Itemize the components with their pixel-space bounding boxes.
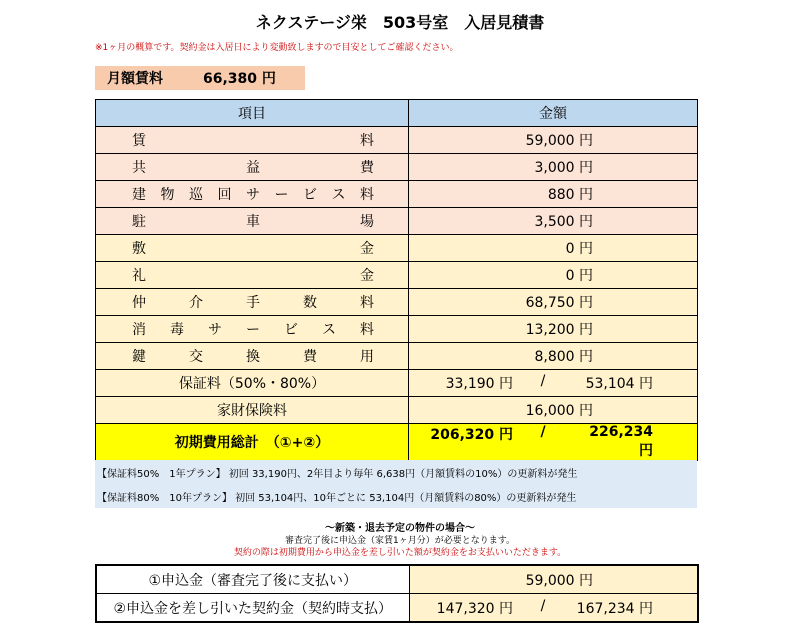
new-build-note-red: 契約の際は初期費用から申込金を差し引いた額が契約金をお支払いいただきます。 xyxy=(233,548,567,558)
row-item xyxy=(96,127,409,154)
new-build-note: 審査完了後に申込金（家賃1ヶ月分）が必要となります。 xyxy=(284,536,515,546)
guarantee-amounts xyxy=(409,370,698,397)
row-item-char: 駐 xyxy=(132,214,146,230)
row-item-char: ビ xyxy=(284,322,298,338)
row-item-char: 介 xyxy=(189,295,203,311)
row-item-char: ビ xyxy=(303,187,317,203)
row-item xyxy=(96,343,409,370)
table-row xyxy=(96,289,698,316)
deposit-row xyxy=(96,565,698,594)
insurance-row xyxy=(96,397,698,424)
row-item-char: 鍵 xyxy=(132,349,146,365)
row-item-char: 共 xyxy=(132,160,146,176)
row-item xyxy=(96,289,409,316)
plan-80-note: 【保証料80% 10年プラン】 初回 53,104円、10年ごとに 53,104円（月額賃料の80%）の更新料が発生 xyxy=(97,493,577,504)
row-item-char: 交 xyxy=(189,349,203,365)
table-row xyxy=(96,316,698,343)
table-row xyxy=(96,235,698,262)
monthly-rent-label: 月額賃料 xyxy=(107,71,163,87)
table-row xyxy=(96,181,698,208)
total-amount-80: 226,234 円 xyxy=(589,424,653,459)
row-item-char: 車 xyxy=(246,214,260,230)
row-amount: 3,500 円 xyxy=(409,208,698,235)
table-row xyxy=(96,208,698,235)
total-separator: / xyxy=(540,424,546,440)
contract-amount-80: 167,234 円 xyxy=(576,600,653,617)
plan-50-note: 【保証料50% 1年プラン】 初回 33,190円、2年目より毎年 6,638円（月額賃料の10%）の更新料が発生 xyxy=(97,469,578,480)
table-row xyxy=(96,127,698,154)
row-item-char: 毒 xyxy=(170,322,184,338)
total-amounts xyxy=(409,424,698,461)
row-item-char: 益 xyxy=(246,160,260,176)
row-item-char: 物 xyxy=(160,187,175,203)
row-amount: 0 円 xyxy=(409,235,698,262)
monthly-rent-box xyxy=(95,66,305,90)
guarantee-amount-80: 53,104 円 xyxy=(585,376,653,392)
row-item-char: 費 xyxy=(303,349,317,365)
row-item-char: 料 xyxy=(360,187,374,203)
row-item-char: 費 xyxy=(360,160,374,176)
row-item-char: 建 xyxy=(132,187,146,203)
guarantee-plans xyxy=(95,460,697,508)
contract-row xyxy=(96,594,698,623)
deposit-amount: 59,000 円 xyxy=(409,565,698,594)
contract-label: ②申込金を差し引いた契約金（契約時支払） xyxy=(96,594,409,623)
row-amount: 59,000 円 xyxy=(409,127,698,154)
row-item-char: 料 xyxy=(360,133,374,149)
row-item-char: 賃 xyxy=(132,133,146,149)
row-item-char: 金 xyxy=(360,268,374,284)
row-amount: 3,000 円 xyxy=(409,154,698,181)
row-item-char: 用 xyxy=(360,349,374,365)
total-amount-50: 206,320 円 xyxy=(430,427,513,443)
row-item-char: 場 xyxy=(360,214,374,230)
table-row xyxy=(96,154,698,181)
row-item xyxy=(96,181,409,208)
row-amount: 0 円 xyxy=(409,262,698,289)
contract-amounts xyxy=(409,594,698,623)
document-title: ネクステージ栄 503号室 入居見積書 xyxy=(255,13,545,32)
header-item: 項目 xyxy=(96,100,409,127)
row-item-char: 回 xyxy=(217,187,232,203)
row-item xyxy=(96,154,409,181)
new-build-title: ～新築・退去予定の物件の場合～ xyxy=(325,523,475,534)
insurance-amount: 16,000 円 xyxy=(409,397,698,424)
guarantee-row xyxy=(96,370,698,397)
row-item-char: ー xyxy=(274,187,289,203)
row-item-char: 仲 xyxy=(132,295,146,311)
guarantee-separator: / xyxy=(540,373,546,389)
deposit-label: ①申込金（審査完了後に支払い） xyxy=(96,565,409,594)
row-item-char: 消 xyxy=(132,322,146,338)
cost-rows xyxy=(96,127,698,370)
row-item-char: 数 xyxy=(303,295,317,311)
row-item-char: 金 xyxy=(360,241,374,257)
row-item-char: 巡 xyxy=(189,187,203,203)
row-item-char: サ xyxy=(208,322,222,338)
contract-separator: / xyxy=(540,597,546,614)
header-amount: 金額 xyxy=(409,100,698,127)
estimate-table xyxy=(95,99,698,461)
row-item xyxy=(96,235,409,262)
row-item-char: サ xyxy=(246,187,260,203)
row-item xyxy=(96,316,409,343)
row-amount: 13,200 円 xyxy=(409,316,698,343)
row-item-char: ス xyxy=(322,322,336,338)
guarantee-amount-50: 33,190 円 xyxy=(445,376,513,392)
total-row xyxy=(96,424,698,461)
row-item-char: 敷 xyxy=(132,241,146,257)
monthly-rent-amount: 66,380 円 xyxy=(203,71,276,87)
row-item-char: 料 xyxy=(360,295,374,311)
row-item-char: 換 xyxy=(246,349,260,365)
table-row xyxy=(96,343,698,370)
deposit-table xyxy=(95,564,699,623)
row-item-char: 礼 xyxy=(132,268,146,284)
row-amount: 68,750 円 xyxy=(409,289,698,316)
row-item-char: 手 xyxy=(246,295,260,311)
total-label: 初期費用総計 （①+②） xyxy=(96,424,409,461)
table-row xyxy=(96,262,698,289)
row-item-char: 料 xyxy=(360,322,374,338)
row-item xyxy=(96,262,409,289)
table-header xyxy=(96,100,698,127)
guarantee-label: 保証料（50%・80%） xyxy=(96,370,409,397)
row-amount: 8,800 円 xyxy=(409,343,698,370)
row-item xyxy=(96,208,409,235)
row-amount: 880 円 xyxy=(409,181,698,208)
contract-amount-50: 147,320 円 xyxy=(436,600,513,617)
row-item-char: ス xyxy=(331,187,346,203)
estimate-note: ※1ヶ月の概算です。契約金は入居日により変動致しますので目安としてご確認ください。 xyxy=(95,43,459,53)
insurance-label: 家財保険料 xyxy=(96,397,409,424)
row-item-char: ー xyxy=(246,322,260,338)
